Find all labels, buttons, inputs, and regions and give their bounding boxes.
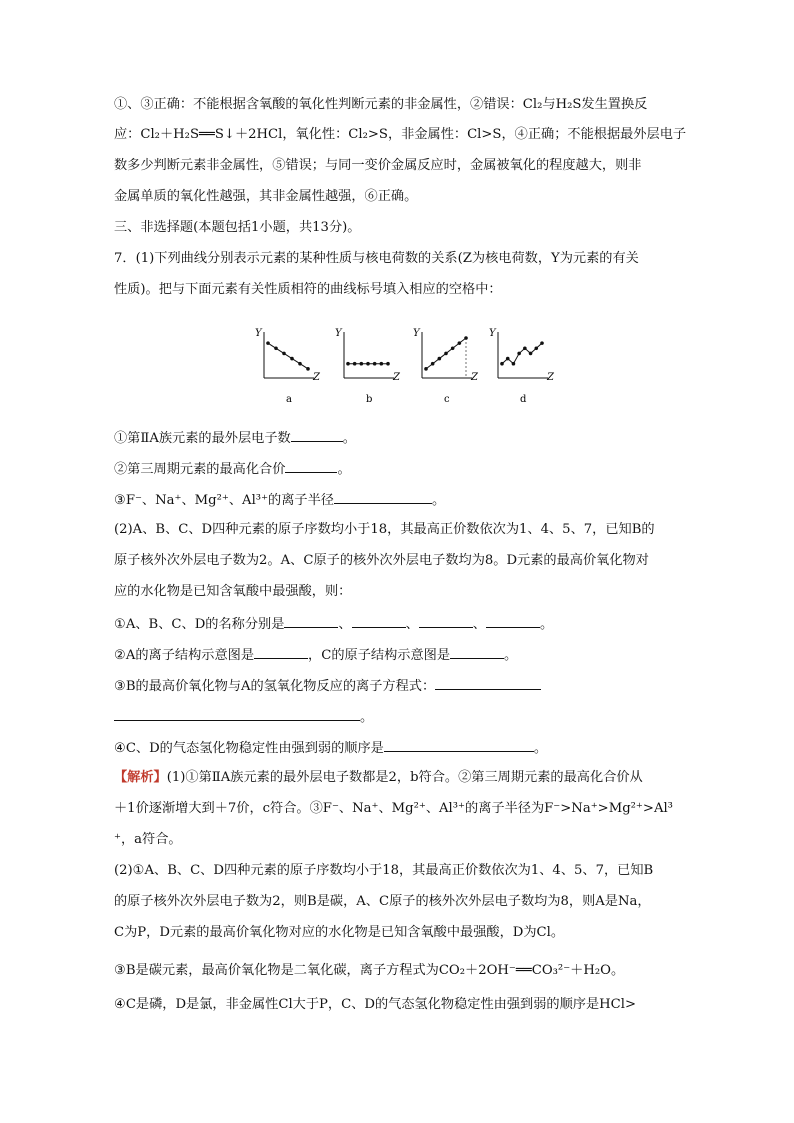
answer-line-7: ③B是碳元素，最高价氧化物是二氧化碳，离子方程式为CO₂＋2OH⁻══CO₃²⁻＋H₂O。: [114, 963, 625, 978]
q2-line-1: (2)A、B、C、D四种元素的原子序数均小于18，其最高正价数依次为1、4、5、7，已知B的: [114, 522, 655, 537]
property-charts: [250, 326, 554, 410]
data-point-d: [506, 357, 510, 361]
y-axis-label: Y: [413, 328, 420, 339]
data-point-d: [512, 362, 516, 366]
q1-blank-2[interactable]: [285, 459, 337, 473]
data-point-d: [540, 341, 544, 345]
q2-line-3: 应的水化物是已知含氧酸中最强酸，则：: [114, 584, 352, 599]
q2-line-2: 原子核外次外层电子数为2。A、C原子的核外次外层电子数均为8。D元素的最高价氧化物对: [114, 553, 649, 568]
y-axis-label: Y: [489, 328, 496, 339]
q1-blank-1[interactable]: [291, 428, 343, 442]
q2-item-1: [114, 614, 553, 634]
text-line-1: ①、③正确：不能根据含氧酸的氧化性判断元素的非金属性，②错误：Cl₂与H₂S发生置换反: [114, 97, 648, 112]
period: 。: [539, 617, 554, 632]
answer-line-1: [114, 769, 643, 787]
q1-item-3: [114, 490, 445, 510]
blank-a-name[interactable]: [284, 614, 338, 628]
z-axis-label: Z: [313, 372, 320, 383]
data-point-b: [386, 362, 390, 366]
data-point-b: [373, 362, 377, 366]
chart-label-c: c: [444, 394, 450, 405]
data-point-d: [534, 346, 538, 350]
chart-label-d: d: [520, 394, 527, 405]
y-axis-label: Y: [335, 328, 342, 339]
data-point-c: [438, 357, 442, 361]
blank-stability-order[interactable]: [384, 738, 534, 752]
blank-d-name[interactable]: [486, 614, 540, 628]
z-axis-label: Z: [547, 372, 554, 383]
q2-item-4-text: ④C、D的气态氢化物稳定性由强到弱的顺序是: [114, 741, 384, 756]
q2-item-1-text: ①A、B、C、D的名称分别是: [114, 617, 285, 632]
period: 。: [360, 710, 374, 725]
q1-blank-3[interactable]: [334, 490, 432, 504]
text-line-3: 数多少判断元素非金属性，⑤错误；与同一变价金属反应时，金属被氧化的程度越大，则非: [114, 158, 642, 173]
question-7-line-2: 性质)。把与下面元素有关性质相符的曲线标号填入相应的空格中：: [114, 282, 502, 297]
chart-label-b: b: [366, 394, 373, 405]
text-line-2: 应：Cl₂＋H₂S══S↓＋2HCl，氧化性：Cl₂>S，非金属性：Cl>S，④正确；不能根据最外层电子: [114, 127, 687, 142]
data-point-d: [529, 352, 533, 356]
data-point-b: [360, 362, 364, 366]
data-point-a: [298, 362, 302, 366]
chart-label-a: a: [286, 394, 292, 405]
section-heading: 三、非选择题(本题包括1小题，共13分)。: [114, 220, 361, 235]
blank-b-name[interactable]: [352, 614, 406, 628]
data-point-b: [346, 362, 350, 366]
z-axis-label: Z: [471, 372, 478, 383]
series-line-d: [502, 343, 542, 364]
period: 。: [337, 462, 351, 477]
z-axis-label: Z: [393, 372, 400, 383]
q2-item-2a-text: ②A的离子结构示意图是: [114, 648, 255, 663]
q2-item-3-cont: [114, 707, 373, 727]
data-point-d: [500, 362, 504, 366]
blank-c-name[interactable]: [419, 614, 473, 628]
separator: 、: [405, 617, 419, 632]
q2-item-4: [114, 738, 547, 758]
period: 。: [431, 493, 446, 508]
separator: 、: [338, 617, 352, 632]
data-point-a: [282, 352, 286, 356]
period: 。: [504, 648, 518, 663]
data-point-b: [353, 362, 357, 366]
blank-c-atom-diagram[interactable]: [450, 645, 504, 659]
data-point-b: [366, 362, 370, 366]
blank-a-ion-diagram[interactable]: [254, 645, 308, 659]
blank-ionic-equation-1[interactable]: [435, 676, 541, 690]
answer-line-2: ＋1价逐渐增大到＋7价，c符合。③F⁻、Na⁺、Mg²⁺、Al³⁺的离子半径为F⁻>Na⁺>Mg²⁺>Al³: [114, 801, 673, 816]
period: 。: [533, 741, 548, 756]
q2-item-2: [114, 645, 517, 665]
answer-line-3: ⁺，a符合。: [114, 832, 182, 847]
data-point-a: [290, 357, 294, 361]
answer-line-8: ④C是磷，D是氯，非金属性Cl大于P，C、D的气态氢化物稳定性由强到弱的顺序是HCl>: [114, 997, 636, 1012]
analysis-tag: 【解析】: [114, 770, 167, 785]
data-point-d: [517, 352, 521, 356]
q1-item-3-text: ③F⁻、Na⁺、Mg²⁺、Al³⁺的离子半径: [114, 493, 334, 508]
separator: 、: [472, 617, 486, 632]
q1-item-2: [114, 459, 351, 479]
series-line-a: [268, 343, 308, 369]
answer-line-6: C为P，D元素的最高价氧化物对应的水化物是已知含氧酸中最强酸，D为Cl。: [114, 925, 565, 940]
data-point-c: [451, 346, 455, 350]
q2-item-3-text: ③B的最高价氧化物与A的氢氧化物反应的离子方程式：: [114, 679, 436, 694]
data-point-d: [523, 346, 527, 350]
answer-line-4: (2)①A、B、C、D四种元素的原子序数均小于18，其最高正价数依次为1、4、5、7，已知B: [114, 863, 654, 878]
data-point-c: [458, 341, 462, 345]
blank-ionic-equation-2[interactable]: [114, 707, 360, 721]
q1-item-1: [114, 428, 356, 448]
data-point-c: [431, 362, 435, 366]
y-axis-label: Y: [255, 328, 262, 339]
data-point-a: [306, 367, 310, 371]
answer-line-5: 的原子核外次外层电子数为2，则B是碳，A、C原子的核外次外层电子数均为8，则A是Na，: [114, 894, 651, 909]
data-point-a: [266, 341, 270, 345]
data-point-c: [424, 367, 428, 371]
q1-item-1-text: ①第ⅡA族元素的最外层电子数: [114, 431, 291, 446]
q2-item-2b-text: ，C的原子结构示意图是: [308, 648, 451, 663]
question-7-line-1: 7．(1)下列曲线分别表示元素的某种性质与核电荷数的关系(Z为核电荷数，Y为元素的有关: [114, 251, 639, 266]
q2-item-3: [114, 676, 541, 696]
q1-item-2-text: ②第三周期元素的最高化合价: [114, 462, 286, 477]
data-point-a: [274, 346, 278, 350]
answer-text-1: (1)①第ⅡA族元素的最外层电子数都是2，b符合。②第三周期元素的最高化合价从: [166, 770, 643, 785]
data-point-b: [380, 362, 384, 366]
data-point-c: [444, 352, 448, 356]
period: 。: [342, 431, 356, 446]
text-line-4: 金属单质的氧化性越强，其非金属性越强，⑥正确。: [114, 189, 418, 204]
